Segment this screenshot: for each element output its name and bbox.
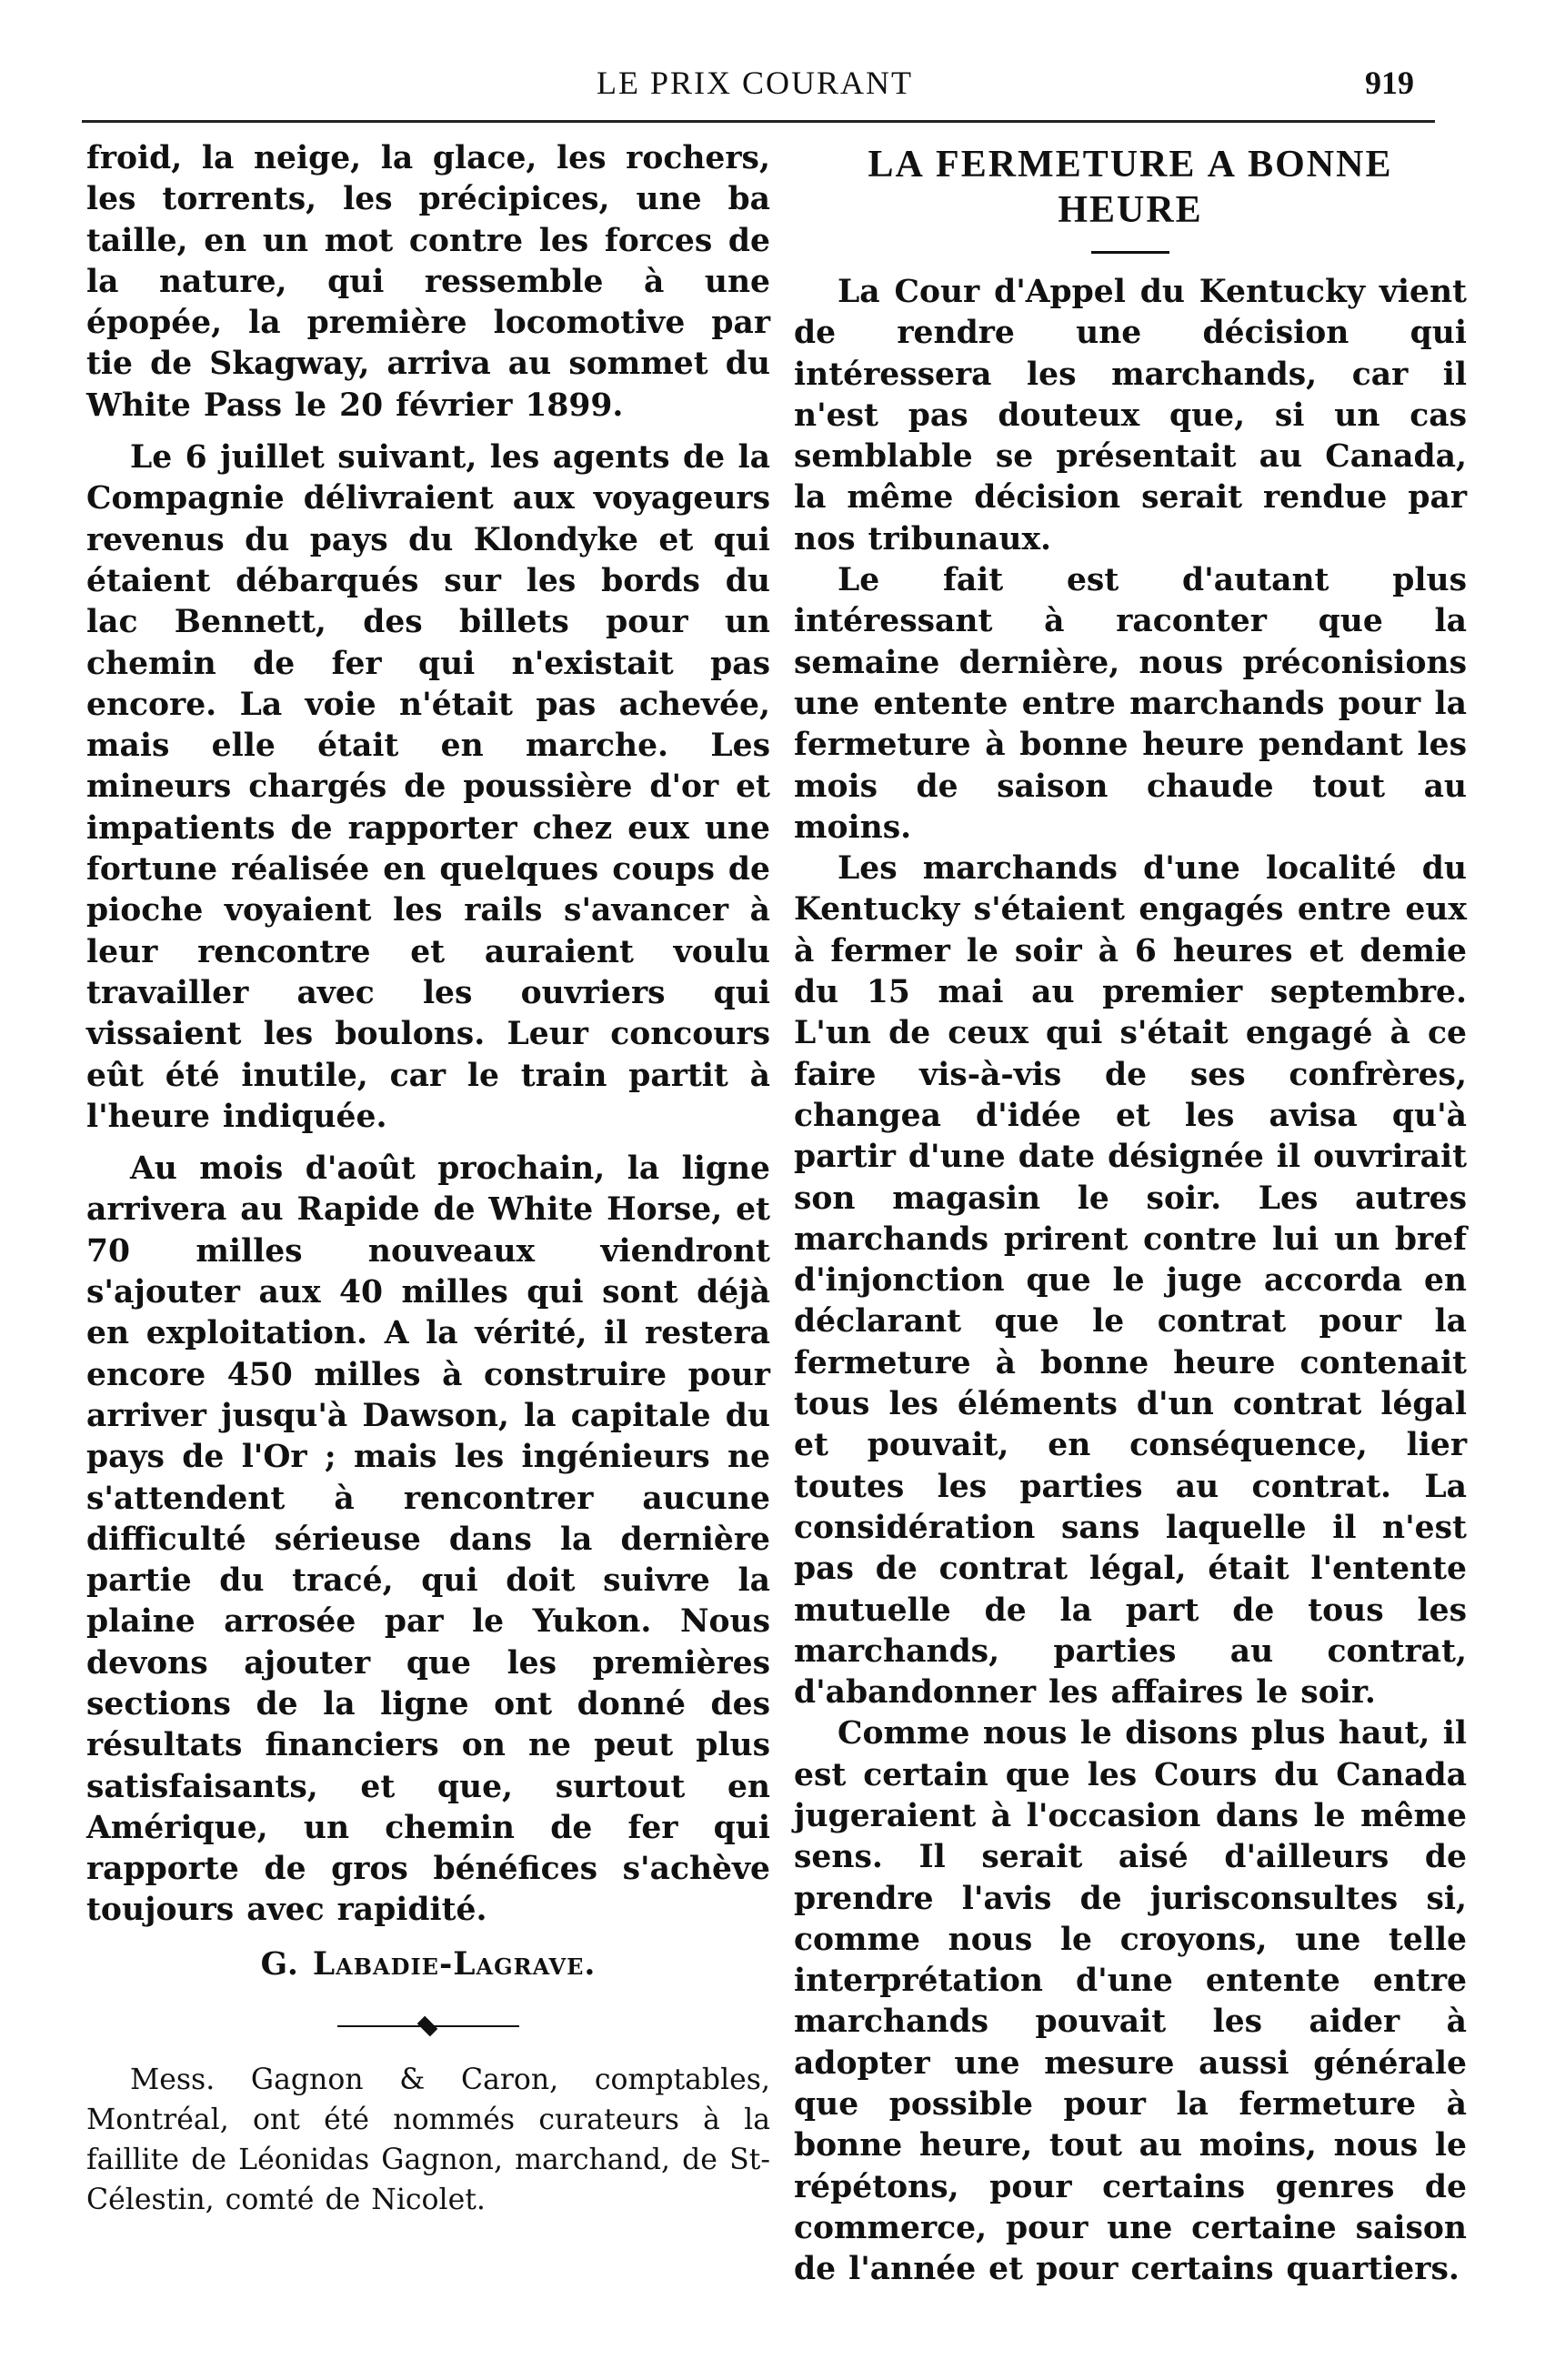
page-number: 919 — [1365, 65, 1414, 101]
headline-rule — [1091, 251, 1169, 254]
article-headline: LA FERMETURE A BONNE HEURE — [868, 144, 1393, 231]
author-signature: G. Labadie-Lagrave. — [260, 1945, 597, 1983]
running-title: LE PRIX COURANT — [596, 65, 913, 101]
article-paragraph-white-horse: Au mois d'août prochain, la ligne arrivera au Rapide de White Horse, et 70 milles nouveaux viendront s'ajouter aux 40 milles qui sont déjà en exploitation. A la vérité, il restera encore 450 milles à construire pour arriver jusqu'à Dawson, la capitale du pays de l'Or ; mais les ingénieurs ne s'attendent à rencontrer aucune difficulté sérieuse dans la dernière partie du tracé, qui doit suivre la plaine arrosée par le Yukon. Nous devons ajouter que les premières sections de la ligne ont donné des résultats financiers on ne peut plus satisfaisants, et que, surtout en Amérique, un chemin de fer qui rapporte de gros bénéfices s'achève toujours avec rapidité. — [86, 1150, 770, 1929]
ornamental-divider — [337, 2013, 519, 2040]
right-column — [794, 138, 1467, 2291]
page-header — [86, 56, 1423, 111]
article-paragraph-klondyke: Le 6 juillet suivant, les agents de la Compagnie délivraient aux voyageurs revenus du pays du Klondyke et qui étaient débarqués sur les bords du lac Bennett, des billets pour un chemin de fer qui n'existait pas encore. La voie n'était pas achevée, mais elle était en marche. Les mineurs chargés de poussière d'or et impatients de rapporter chez eux une fortune réalisée en quelques coups de pioche voyaient les rails s'avancer à leur rencontre et auraient voulu travailler avec les ouvriers qui vissaient les boulons. Leur concours eût été inutile, car le train partit à l'heure indiquée. — [86, 439, 770, 1135]
article-paragraph-court: La Cour d'Appel du Kentucky vient de rendre une décision qui intéressera les marchands, car il n'est pas douteux que, si un cas semblable se présentait au Canada, la même décision serait rendue par nos tribunaux. — [794, 274, 1467, 557]
left-column — [86, 138, 770, 2220]
curator-notice: Mess. Gagnon & Caron, comptables, Montréal, ont été nommés curateurs à la faillite de Léonidas Gagnon, marchand, de St-Célestin, comté de Nicolet. — [86, 2064, 770, 2217]
header-rule — [82, 120, 1435, 123]
article-paragraph-canada: Comme nous le disons plus haut, il est certain que les Cours du Canada jugeraient à l'occasion dans le même sens. Il serait aisé d'ailleurs de prendre l'avis de jurisconsultes si, comme nous le croyons, une telle interprétation d'une entente entre marchands pouvait les aider à adopter une mesure aussi générale que possible pour la fermeture à bonne heure, tout au moins, nous le répétons, pour certains genres de commerce, pour une certaine saison de l'année et pour certains quartiers. — [794, 1715, 1467, 2288]
article-paragraph-kentucky: Les marchands d'une localité du Kentucky s'étaient engagés entre eux à fermer le soir à 6 heures et demie du 15 mai au premier septembre. L'un de ceux qui s'était engagé à ce faire vis-à-vis de ses confrères, changea d'idée et les avisa qu'à partir d'une date désignée il ouvrirait son magasin le soir. Les autres marchands prirent contre lui un bref d'injonction que le juge accorda en déclarant que le contrat pour la fermeture à bonne heure contenait tous les éléments d'un contrat légal et pouvait, en conséquence, lier toutes les parties au contrat. La considération sans laquelle il n'est pas de contrat légal, était l'entente mutuelle de la part de tous les marchands, parties au contrat, d'abandonner les affaires le soir. — [794, 850, 1468, 1712]
article-continuation-paragraph: froid, la neige, la glace, les rochers, les torrents, les précipices, une ba taille, en un mot contre les forces de la nature, qui ressemble à une épopée, la première locomotive par tie de Skagway, arriva au sommet du White Pass le 20 février 1899. — [86, 140, 770, 424]
article-paragraph-fact: Le fait est d'autant plus intéressant à raconter que la semaine dernière, nous préconisions une entente entre marchands pour la fermeture à bonne heure pendant les mois de saison chaude tout au moins. — [794, 562, 1467, 846]
